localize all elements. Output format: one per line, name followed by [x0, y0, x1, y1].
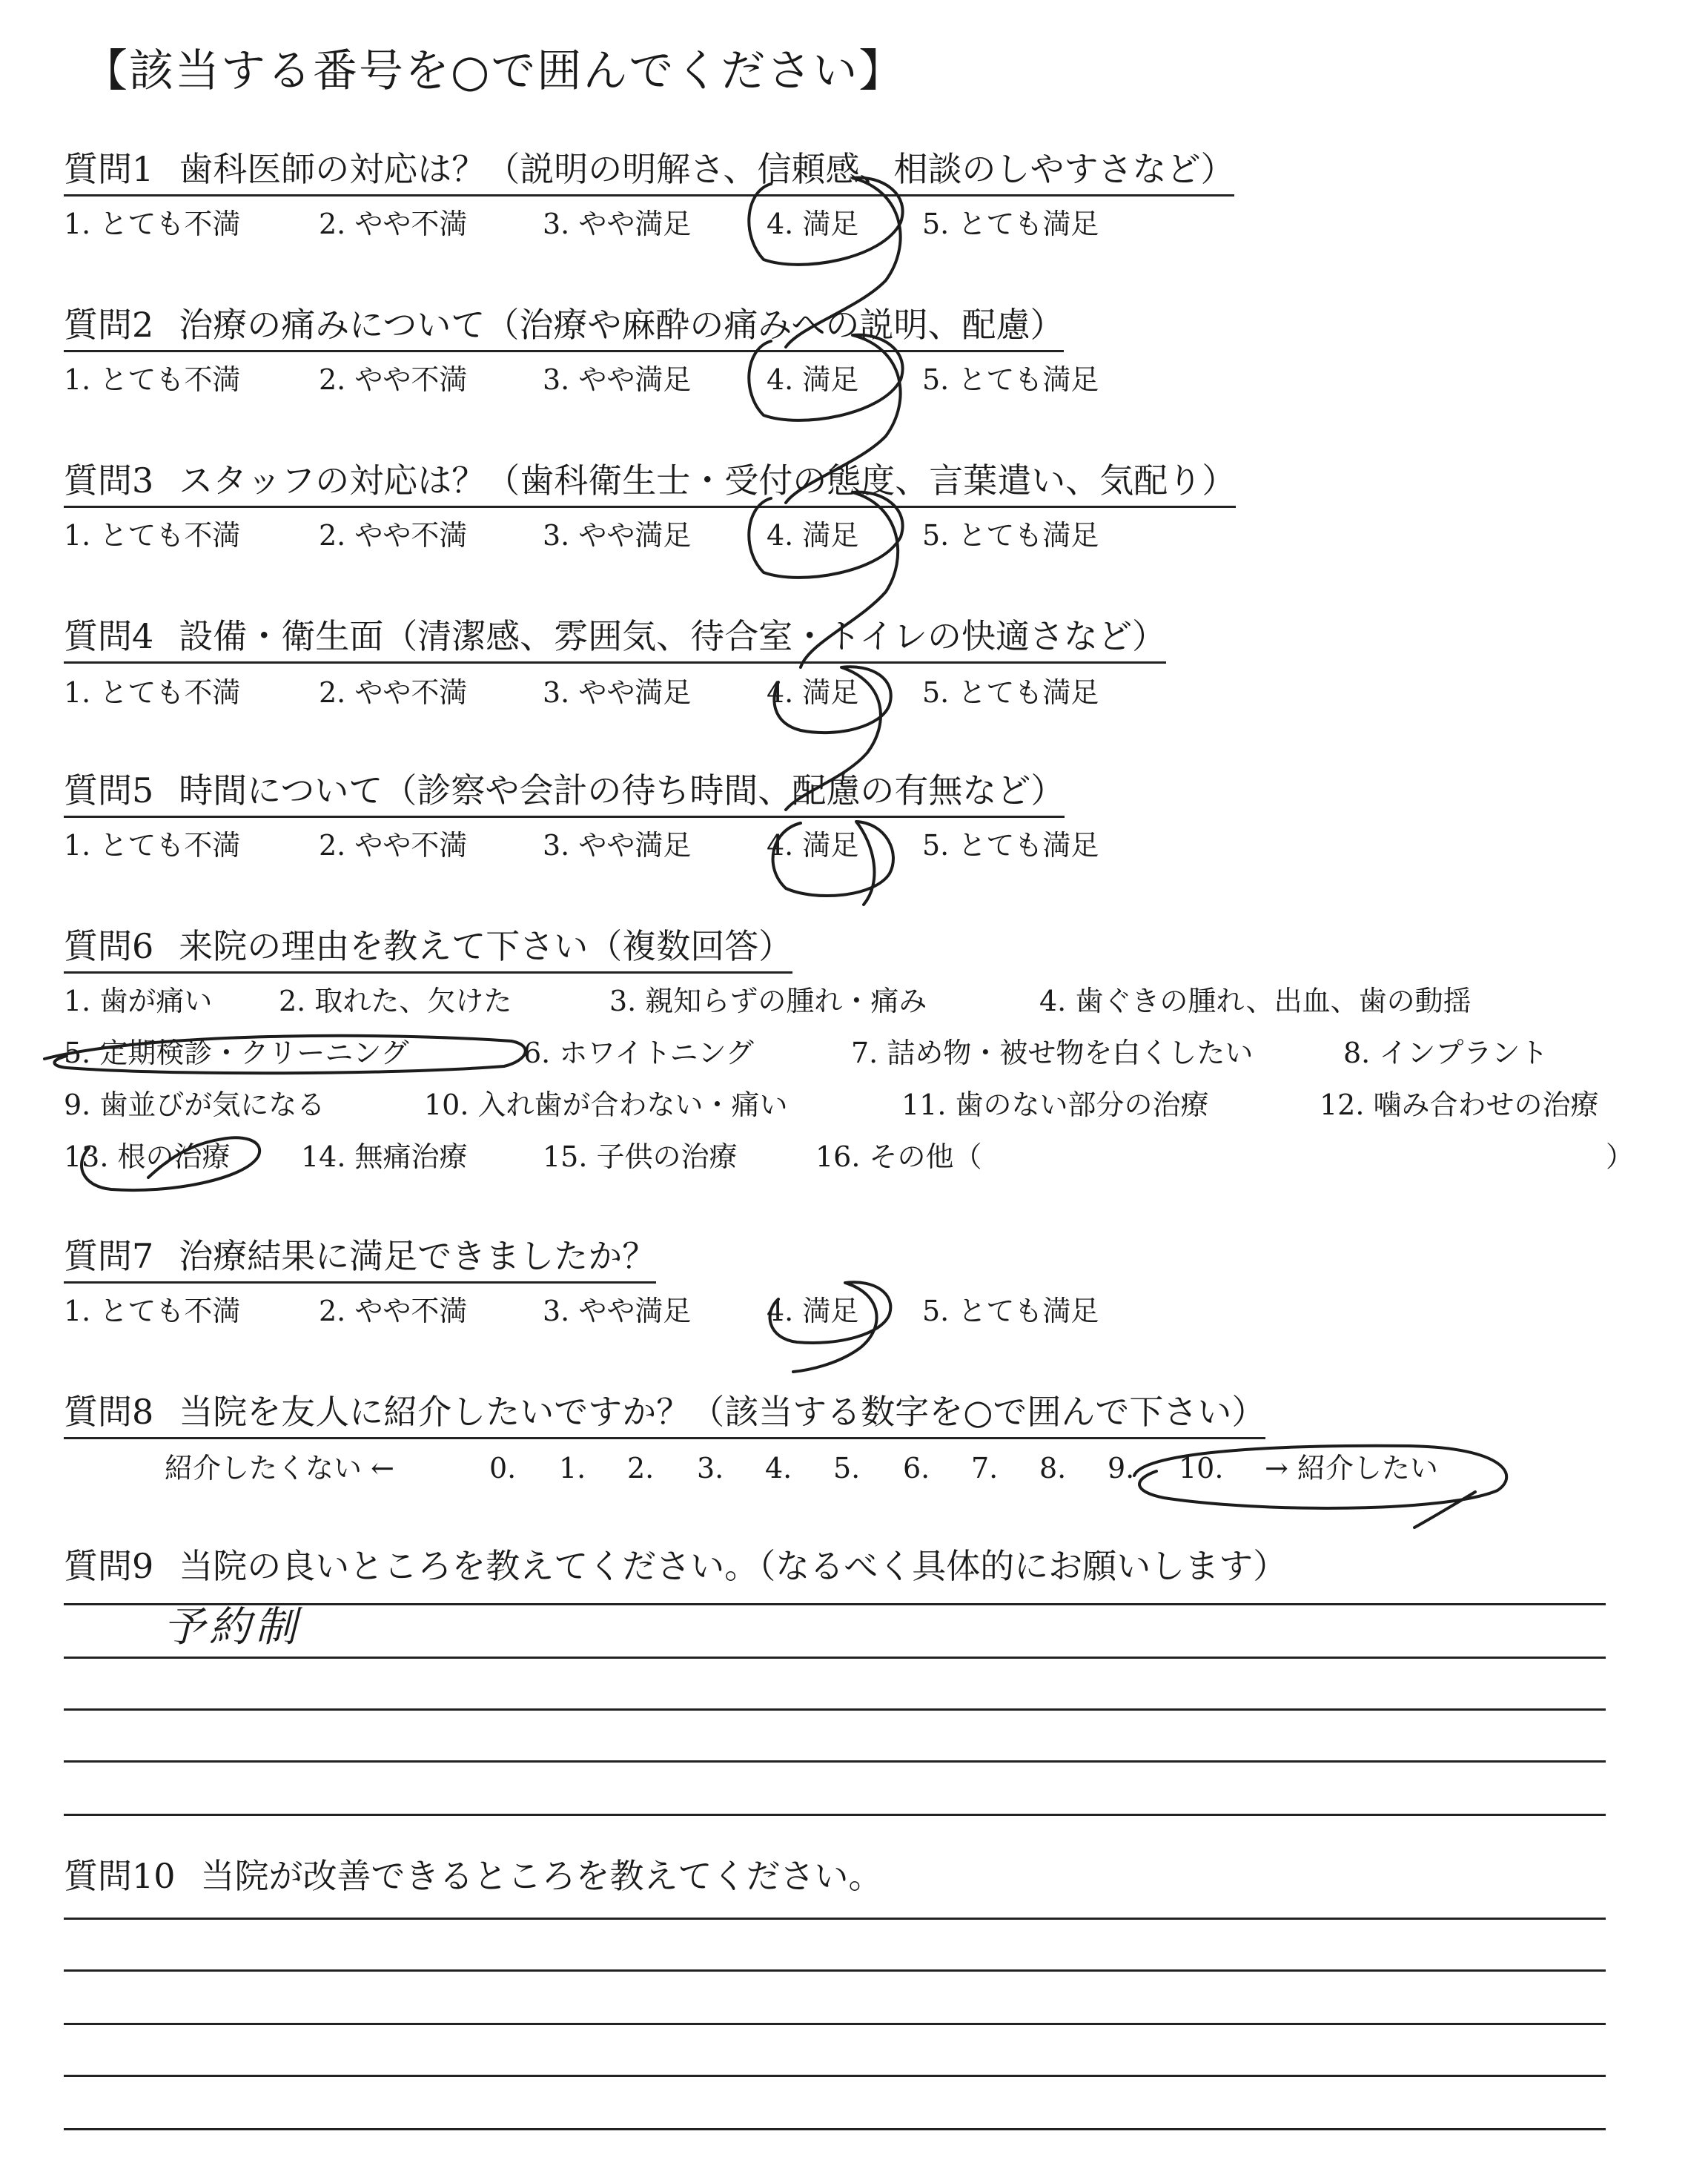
q8-scale-5[interactable]: 5. — [833, 1452, 861, 1484]
q1-option-3[interactable]: 3. やや満足 — [543, 208, 692, 240]
question-8-text: 当院を友人に紹介したいですか？（該当する数字を○で囲んで下さい） — [179, 1392, 1266, 1432]
q1-option-1[interactable]: 1. とても不満 — [64, 208, 241, 240]
question-6-number: 質問6 — [64, 926, 154, 966]
q3-option-5[interactable]: 5. とても満足 — [922, 519, 1099, 552]
q8-scale-0[interactable]: 0. — [489, 1452, 517, 1484]
q6-option-15[interactable]: 15. 子供の治療 — [543, 1140, 738, 1173]
q6-option-12[interactable]: 12. 噛み合わせの治療 — [1320, 1089, 1599, 1121]
question-6-text: 来院の理由を教えて下さい（複数回答） — [179, 926, 793, 966]
q6-option-11[interactable]: 11. 歯のない部分の治療 — [901, 1089, 1209, 1121]
q6-option-13[interactable]: 13. 根の治療 — [64, 1140, 231, 1173]
q6-option-9[interactable]: 9. 歯並びが気になる — [64, 1089, 325, 1121]
q5-option-3[interactable]: 3. やや満足 — [543, 829, 692, 862]
q8-right-label: → 紹介したい — [1265, 1452, 1438, 1484]
question-5-number: 質問5 — [64, 770, 154, 810]
q7-option-1[interactable]: 1. とても不満 — [64, 1295, 241, 1327]
q5-option-2[interactable]: 2. やや不満 — [319, 829, 468, 862]
q5-option-5[interactable]: 5. とても満足 — [922, 829, 1099, 862]
q6-option-8[interactable]: 8. インプラント — [1343, 1037, 1549, 1069]
question-7-text: 治療結果に満足できましたか？ — [179, 1236, 657, 1276]
q8-scale-8[interactable]: 8. — [1039, 1452, 1067, 1484]
question-4-number: 質問4 — [64, 616, 154, 656]
question-5-heading — [64, 768, 1065, 818]
question-8-heading — [64, 1390, 1265, 1439]
q4-option-1[interactable]: 1. とても不満 — [64, 676, 241, 709]
question-5-text: 時間について（診察や会計の待ち時間、配慮の有無など） — [179, 770, 1065, 810]
q8-left-label: 紹介したくない ← — [165, 1452, 394, 1484]
page-title: 【該当する番号を○で囲んでください】 — [83, 45, 905, 97]
question-4-text: 設備・衛生面（清潔感、雰囲気、待合室・トイレの快適さなど） — [179, 616, 1166, 656]
q5-option-4[interactable]: 4. 満足 — [767, 829, 859, 862]
q6-option-3[interactable]: 3. 親知らずの腫れ・痛み — [609, 985, 927, 1017]
q6-option-6[interactable]: 6. ホワイトニング — [523, 1037, 754, 1069]
q9-answer-line-3[interactable] — [64, 1708, 1606, 1711]
q8-scale-9[interactable]: 9. — [1108, 1452, 1135, 1484]
q5-option-1[interactable]: 1. とても不満 — [64, 829, 241, 862]
q4-option-5[interactable]: 5. とても満足 — [922, 676, 1099, 709]
q7-option-5[interactable]: 5. とても満足 — [922, 1295, 1099, 1327]
question-1-text: 歯科医師の対応は？（説明の明解さ、信頼感、相談のしやすさなど） — [179, 149, 1235, 189]
q2-option-2[interactable]: 2. やや不満 — [319, 363, 468, 396]
q4-option-3[interactable]: 3. やや満足 — [543, 676, 692, 709]
question-10-text: 当院が改善できるところを教えてください。 — [200, 1856, 883, 1896]
q6-option-4[interactable]: 4. 歯ぐきの腫れ、出血、歯の動揺 — [1039, 985, 1472, 1017]
question-7-heading — [64, 1234, 656, 1284]
q7-option-4[interactable]: 4. 満足 — [767, 1295, 859, 1327]
question-1-number: 質問1 — [64, 149, 154, 189]
question-3-number: 質問3 — [64, 460, 154, 501]
question-2-number: 質問2 — [64, 305, 154, 345]
q6-option-2[interactable]: 2. 取れた、欠けた — [279, 985, 512, 1017]
q1-option-4[interactable]: 4. 満足 — [767, 208, 859, 240]
q2-option-5[interactable]: 5. とても満足 — [922, 363, 1099, 396]
question-7-number: 質問7 — [64, 1236, 154, 1276]
question-4-heading — [64, 614, 1166, 664]
q2-option-3[interactable]: 3. やや満足 — [543, 363, 692, 396]
q7-option-2[interactable]: 2. やや不満 — [319, 1295, 468, 1327]
question-8-number: 質問8 — [64, 1392, 154, 1432]
q4-option-4[interactable]: 4. 満足 — [767, 676, 859, 709]
q8-scale-6[interactable]: 6. — [903, 1452, 930, 1484]
q6-option-5[interactable]: 5. 定期検診・クリーニング — [64, 1037, 409, 1069]
q10-answer-line-4[interactable] — [64, 2075, 1606, 2077]
question-3-heading — [64, 458, 1236, 508]
q7-option-3[interactable]: 3. やや満足 — [543, 1295, 692, 1327]
q10-answer-line-5[interactable] — [64, 2128, 1606, 2130]
q6-option-7[interactable]: 7. 詰め物・被せ物を白くしたい — [851, 1037, 1254, 1069]
q8-scale-3[interactable]: 3. — [697, 1452, 724, 1484]
q9-answer-line-5[interactable] — [64, 1814, 1606, 1816]
question-2-heading — [64, 303, 1064, 352]
q8-scale-7[interactable]: 7. — [971, 1452, 999, 1484]
q2-option-4[interactable]: 4. 満足 — [767, 363, 859, 396]
q1-option-5[interactable]: 5. とても満足 — [922, 208, 1099, 240]
q2-option-1[interactable]: 1. とても不満 — [64, 363, 241, 396]
q3-option-2[interactable]: 2. やや不満 — [319, 519, 468, 552]
question-9-number: 質問9 — [64, 1546, 154, 1586]
q10-answer-line-1[interactable] — [64, 1918, 1606, 1920]
q6-option-1[interactable]: 1. 歯が痛い — [64, 985, 213, 1017]
q4-option-2[interactable]: 2. やや不満 — [319, 676, 468, 709]
question-9-text: 当院の良いところを教えてください。（なるべく具体的にお願いします） — [179, 1546, 1288, 1586]
q10-answer-line-2[interactable] — [64, 1969, 1606, 1972]
question-2-text: 治療の痛みについて（治療や麻酔の痛みへの説明、配慮） — [179, 305, 1065, 345]
q3-option-3[interactable]: 3. やや満足 — [543, 519, 692, 552]
q6-other-close-paren: ） — [1606, 1140, 1635, 1173]
question-3-text: スタッフの対応は？（歯科衛生士・受付の態度、言葉遣い、気配り） — [179, 460, 1237, 501]
question-10-heading — [64, 1854, 883, 1901]
q8-scale-2[interactable]: 2. — [627, 1452, 655, 1484]
question-1-heading — [64, 147, 1234, 196]
q8-scale-10[interactable]: 10. — [1179, 1452, 1224, 1484]
q3-option-1[interactable]: 1. とても不満 — [64, 519, 241, 552]
question-6-heading — [64, 924, 792, 974]
q6-option-10[interactable]: 10. 入れ歯が合わない・痛い — [424, 1089, 788, 1121]
question-9-heading — [64, 1544, 1287, 1591]
question-10-number: 質問10 — [64, 1856, 176, 1896]
q1-option-2[interactable]: 2. やや不満 — [319, 208, 468, 240]
q9-handwritten-answer: 予約制 — [163, 1603, 301, 1651]
q8-scale-1[interactable]: 1. — [559, 1452, 586, 1484]
q10-answer-line-3[interactable] — [64, 2023, 1606, 2025]
q3-option-4[interactable]: 4. 満足 — [767, 519, 859, 552]
q8-scale-4[interactable]: 4. — [765, 1452, 792, 1484]
q9-answer-line-4[interactable] — [64, 1760, 1606, 1763]
q9-answer-line-2[interactable] — [64, 1657, 1606, 1659]
q6-option-16[interactable]: 16. その他（ — [815, 1140, 982, 1173]
q6-option-14[interactable]: 14. 無痛治療 — [301, 1140, 468, 1173]
